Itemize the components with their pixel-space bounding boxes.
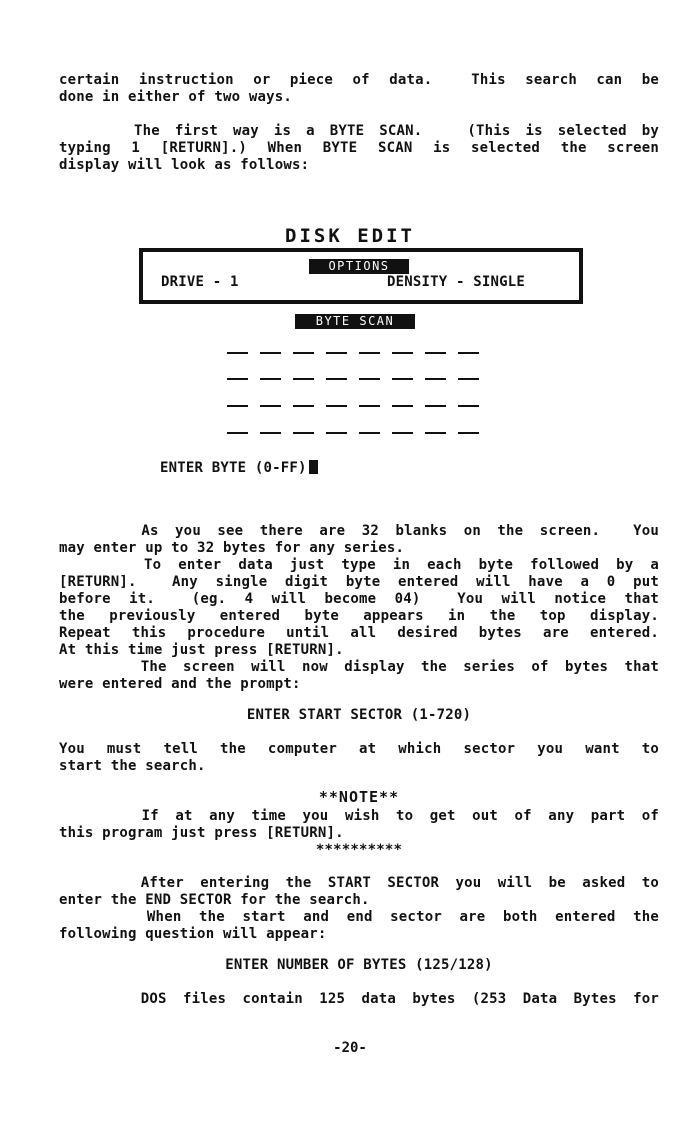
blank-row [227,432,485,434]
blank-row [227,352,485,354]
byte-blank [293,432,314,434]
byte-blank [326,405,347,407]
body-text-line: this program just press [RETURN]. [59,825,344,841]
body-text-line: display will look as follows: [59,157,310,173]
byte-blank [458,378,479,380]
byte-blank [392,432,413,434]
byte-blank [425,378,446,380]
body-text-line: Repeat this procedure until all desired bytes are entered. [59,625,659,641]
options-label: OPTIONS [309,259,409,274]
body-text-line: To enter data just type in each byte followed by a [59,557,659,573]
body-text-line: certain instruction or piece of data. This search can be [59,72,659,88]
note-stars: ********** [315,842,403,858]
byte-blank [359,432,380,434]
blank-row [227,378,485,380]
byte-blank [392,405,413,407]
byte-blank [359,352,380,354]
byte-scan-label: BYTE SCAN [295,314,415,329]
byte-blank [359,378,380,380]
byte-blank [425,405,446,407]
byte-blank [293,378,314,380]
byte-blank [227,352,248,354]
body-text-line: typing 1 [RETURN].) When BYTE SCAN is selected the screen [59,140,659,156]
cursor-block [309,460,318,474]
byte-blank [458,432,479,434]
body-text-line: were entered and the prompt: [59,676,301,692]
byte-blank [227,405,248,407]
body-text-line: start the search. [59,758,206,774]
body-text-line: before it. (eg. 4 will become 04) You will notice that [59,591,659,607]
byte-blank [227,432,248,434]
byte-blank [293,352,314,354]
body-text-line: The first way is a BYTE SCAN. (This is selected by [59,123,659,139]
byte-blank [293,405,314,407]
body-text-line: done in either of two ways. [59,89,292,105]
body-text-line: may enter up to 32 bytes for any series. [59,540,405,556]
byte-blank [458,405,479,407]
byte-blank [326,352,347,354]
byte-blank [227,378,248,380]
body-text-line: If at any time you wish to get out of any part of [59,808,659,824]
body-text-line: You must tell the computer at which sector you want to [59,741,659,757]
body-text-line: The screen will now display the series of bytes that [59,659,659,675]
note-heading: **NOTE** [318,788,400,806]
body-text-line: [RETURN]. Any single digit byte entered will have a 0 put [59,574,659,590]
body-text-line: DOS files contain 125 data bytes (253 Data Bytes for [59,991,659,1007]
body-text-line: enter the END SECTOR for the search. [59,892,370,908]
body-text-line: the previously entered byte appears in the top display. [59,608,659,624]
body-text-line: At this time just press [RETURN]. [59,642,344,658]
prompt-text: ENTER BYTE (0-FF) [160,460,307,476]
byte-blank [425,352,446,354]
byte-blank [260,405,281,407]
body-text-line: following question will appear: [59,926,327,942]
start-sector-prompt: ENTER START SECTOR (1-720) [246,707,472,723]
body-text-line: As you see there are 32 blanks on the screen. You [59,523,659,539]
byte-blank [392,378,413,380]
number-of-bytes-prompt: ENTER NUMBER OF BYTES (125/128) [225,957,493,973]
screen-title: DISK EDIT [285,225,415,247]
density-text: DENSITY - SINGLE [387,274,526,290]
byte-blank [392,352,413,354]
blank-row [227,405,485,407]
byte-blank [260,432,281,434]
byte-blank [260,378,281,380]
options-box [139,248,583,304]
body-text-line: After entering the START SECTOR you will be asked to [59,875,659,891]
byte-blank [359,405,380,407]
byte-blank [326,378,347,380]
byte-blank [458,352,479,354]
byte-entry-prompt [160,460,318,477]
byte-blank [425,432,446,434]
page-number: -20- [333,1040,367,1056]
byte-blank [260,352,281,354]
drive-text: DRIVE - 1 [161,274,239,290]
byte-blank [326,432,347,434]
body-text-line: When the start and end sector are both entered the [59,909,659,925]
